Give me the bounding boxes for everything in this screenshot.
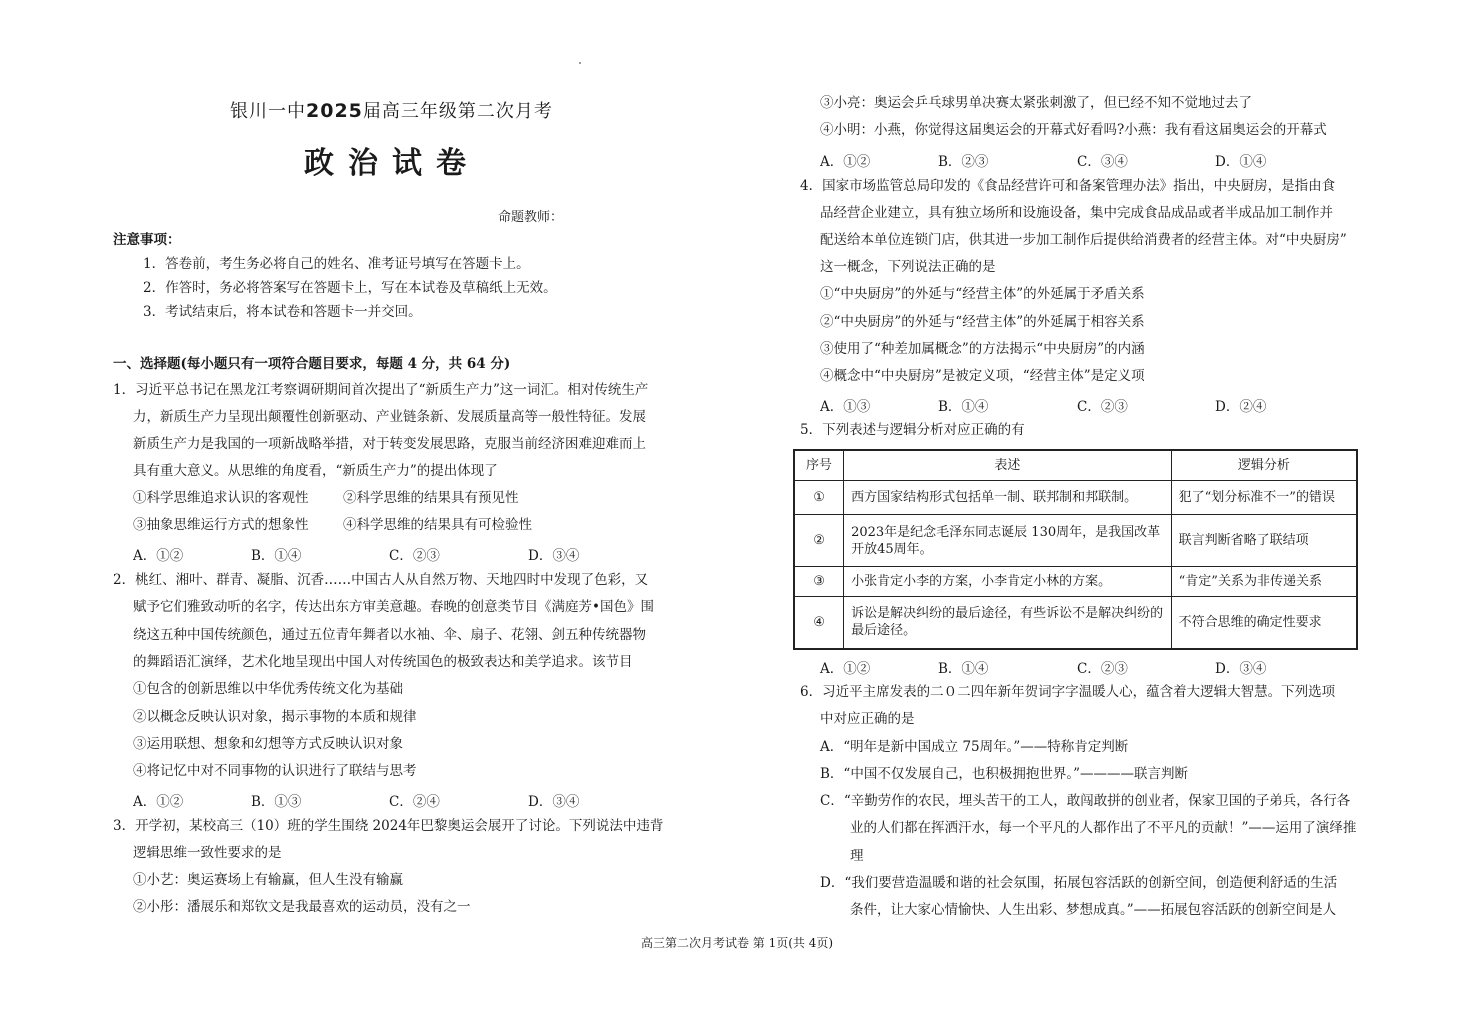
q2-stem: 的舞蹈语汇演绎，艺术化地呈现出中国人对传统国色的极致表达和美学追求。该节目 <box>133 654 633 670</box>
q2-statement: ④将记忆中对不同事物的认识进行了联结与思考 <box>133 763 417 779</box>
page-footer: 高三第二次月考试卷 第 1页(共 4页) <box>640 936 834 950</box>
q2-statement: ①包含的创新思维以中华优秀传统文化为基础 <box>133 681 403 697</box>
table-row <box>794 567 1357 597</box>
exam-title: 银川一中2025届高三年级第二次月考 <box>230 100 553 122</box>
q4-stem: 4．国家市场监管总局印发的《食品经营许可和备案管理办法》指出，中央厨房，是指由食 <box>800 178 1336 194</box>
q5-stem: 5．下列表述与逻辑分析对应正确的有 <box>800 422 1025 438</box>
q1-stem: 1．习近平总书记在黑龙江考察调研期间首次提出了“新质生产力”这一词汇。相对传统生产 <box>113 382 649 398</box>
q1-statement: ③抽象思维运行方式的想象性 <box>133 517 309 533</box>
q1-stem: 力，新质生产力呈现出颠覆性创新驱动、产业链条新、发展质量高等一般性特征。发展 <box>133 409 646 425</box>
subject-title: 政治试卷 <box>304 146 480 181</box>
option-a[interactable]: A．①② <box>133 548 184 564</box>
table-cell: 2023年是纪念毛泽东同志诞辰 130周年，是我国改革开放45周年。 <box>844 515 1172 567</box>
table-cell: “肯定”关系为非传递关系 <box>1171 567 1357 597</box>
option-d[interactable]: D．①④ <box>1215 154 1267 170</box>
q4-stem: 品经营企业建立，具有独立场所和设施设备，集中完成食品成品或者半成品加工制作并 <box>820 205 1333 221</box>
option-b[interactable]: B．①③ <box>251 794 302 810</box>
q2-stem: 2．桃红、湘叶、群青、凝脂、沉香……中国古人从自然万物、天地四时中发现了色彩，又 <box>113 572 649 588</box>
option-d[interactable]: D．③④ <box>528 794 580 810</box>
q3-statement: ③小亮：奥运会乒乓球男单决赛太紧张刺激了，但已经不知不觉地过去了 <box>820 95 1252 111</box>
table-row <box>794 515 1357 567</box>
q1-stem: 新质生产力是我国的一项新战略举措，对于转变发展思路，克服当前经济困难迎难而上 <box>133 436 646 452</box>
column-header: 逻辑分析 <box>1171 450 1357 481</box>
notice-title: 注意事项： <box>113 232 181 248</box>
option-d[interactable]: D．②④ <box>1215 399 1267 415</box>
q6-stem: 中对应正确的是 <box>820 711 915 727</box>
logic-table <box>793 449 1358 650</box>
column-header: 表述 <box>844 450 1172 481</box>
notice-item: 3．考试结束后，将本试卷和答题卡一并交回。 <box>143 304 422 320</box>
q3-statement: ①小艺：奥运赛场上有输赢，但人生没有输赢 <box>133 872 403 888</box>
option-c[interactable]: C．“辛勤劳作的农民，埋头苦干的工人，敢闯敢拼的创业者，保家卫国的子弟兵，各行各 <box>820 793 1351 809</box>
table-cell: 小张肯定小李的方案，小李肯定小林的方案。 <box>844 567 1172 597</box>
table-cell: ① <box>794 481 844 515</box>
q2-stem: 绕这五种中国传统颜色，通过五位青年舞者以水袖、伞、扇子、花翎、剑五种传统器物 <box>133 627 646 643</box>
option-d[interactable]: D．③④ <box>528 548 580 564</box>
table-cell: ② <box>794 515 844 567</box>
option-b[interactable]: B．①④ <box>251 548 302 564</box>
table-row <box>794 597 1357 649</box>
q3-stem: 逻辑思维一致性要求的是 <box>133 845 282 861</box>
option-c[interactable]: C．②③ <box>1077 661 1128 677</box>
q3-stem: 3．开学初，某校高三（10）班的学生围绕 2024年巴黎奥运会展开了讨论。下列说法中违背 <box>113 818 664 834</box>
q2-stem: 赋予它们雅致动听的名字，传达出东方审美意趣。春晚的创意类节目《满庭芳•国色》围 <box>133 599 654 615</box>
setter-label: 命题教师： <box>498 210 564 225</box>
option-a[interactable]: A．①③ <box>820 399 871 415</box>
option-b[interactable]: B．①④ <box>938 661 989 677</box>
option-b[interactable]: B．“中国不仅发展自己，也积极拥抱世界。”————联言判断 <box>820 766 1188 782</box>
q4-statement: ②“中央厨房”的外延与“经营主体”的外延属于相容关系 <box>820 314 1145 330</box>
option-a[interactable]: A．①② <box>133 794 184 810</box>
q6-stem: 6．习近平主席发表的二０二四年新年贺词字字温暖人心，蕴含着大逻辑大智慧。下列选项 <box>800 684 1336 700</box>
notice-item: 2．作答时，务必将答案写在答题卡上，写在本试卷及草稿纸上无效。 <box>143 280 557 296</box>
table-cell: 诉讼是解决纠纷的最后途径，有些诉讼不是解决纠纷的最后途径。 <box>844 597 1172 649</box>
q4-stem: 配送给本单位连锁门店，供其进一步加工制作后提供给消费者的经营主体。对“中央厨房” <box>820 232 1347 248</box>
option-c[interactable]: C．②③ <box>389 548 440 564</box>
notice-item: 1．答卷前，考生务必将自己的姓名、准考证号填写在答题卡上。 <box>143 256 530 272</box>
table-cell: 西方国家结构形式包括单一制、联邦制和邦联制。 <box>844 481 1172 515</box>
option-a[interactable]: A．①② <box>820 661 871 677</box>
q3-statement: ④小明：小燕，你觉得这届奥运会的开幕式好看吗?小燕：我有看这届奥运会的开幕式 <box>820 122 1327 138</box>
option-d[interactable]: D．③④ <box>1215 661 1267 677</box>
option-c-cont: 理 <box>850 848 864 864</box>
column-header: 序号 <box>794 450 844 481</box>
option-c-cont: 业的人们都在挥洒汗水，每一个平凡的人都作出了不平凡的贡献！”——运用了演绎推 <box>850 820 1357 836</box>
q4-statement: ①“中央厨房”的外延与“经营主体”的外延属于矛盾关系 <box>820 286 1145 302</box>
q1-stem: 具有重大意义。从思维的角度看，“新质生产力”的提出体现了 <box>133 463 498 479</box>
table-cell: 犯了“划分标准不一”的错误 <box>1171 481 1357 515</box>
q4-stem: 这一概念，下列说法正确的是 <box>820 259 996 275</box>
option-b[interactable]: B．②③ <box>938 154 989 170</box>
q2-statement: ②以概念反映认识对象，揭示事物的本质和规律 <box>133 709 417 725</box>
option-d-cont: 条件，让大家心情愉快、人生出彩、梦想成真。”——拓展包容活跃的创新空间是人 <box>850 902 1337 918</box>
option-d[interactable]: D．“我们要营造温暖和谐的社会氛围，拓展包容活跃的创新空间，创造便利舒适的生活 <box>820 875 1338 891</box>
table-row <box>794 481 1357 515</box>
table-cell: ③ <box>794 567 844 597</box>
q2-statement: ③运用联想、想象和幻想等方式反映认识对象 <box>133 736 403 752</box>
option-c[interactable]: C．③④ <box>1077 154 1128 170</box>
option-a[interactable]: A．①② <box>820 154 871 170</box>
option-b[interactable]: B．①④ <box>938 399 989 415</box>
option-c[interactable]: C．②③ <box>1077 399 1128 415</box>
q1-statement: ①科学思维追求认识的客观性 <box>133 490 309 506</box>
section-heading: 一、选择题(每小题只有一项符合题目要求，每题 4 分，共 64 分) <box>113 356 511 372</box>
option-a[interactable]: A．“明年是新中国成立 75周年。”——特称肯定判断 <box>820 739 1129 755</box>
q4-statement: ④概念中“中央厨房”是被定义项，“经营主体”是定义项 <box>820 368 1145 384</box>
q3-statement: ②小彤：潘展乐和郑钦文是我最喜欢的运动员，没有之一 <box>133 899 471 915</box>
q4-statement: ③使用了“种差加属概念”的方法揭示“中央厨房”的内涵 <box>820 341 1145 357</box>
q1-statement: ④科学思维的结果具有可检验性 <box>343 517 532 533</box>
option-c[interactable]: C．②④ <box>389 794 440 810</box>
print-dot <box>579 62 581 64</box>
q1-statement: ②科学思维的结果具有预见性 <box>343 490 519 506</box>
table-cell: 不符合思维的确定性要求 <box>1171 597 1357 649</box>
table-cell: 联言判断省略了联结项 <box>1171 515 1357 567</box>
table-header-row <box>794 450 1357 481</box>
table-cell: ④ <box>794 597 844 649</box>
